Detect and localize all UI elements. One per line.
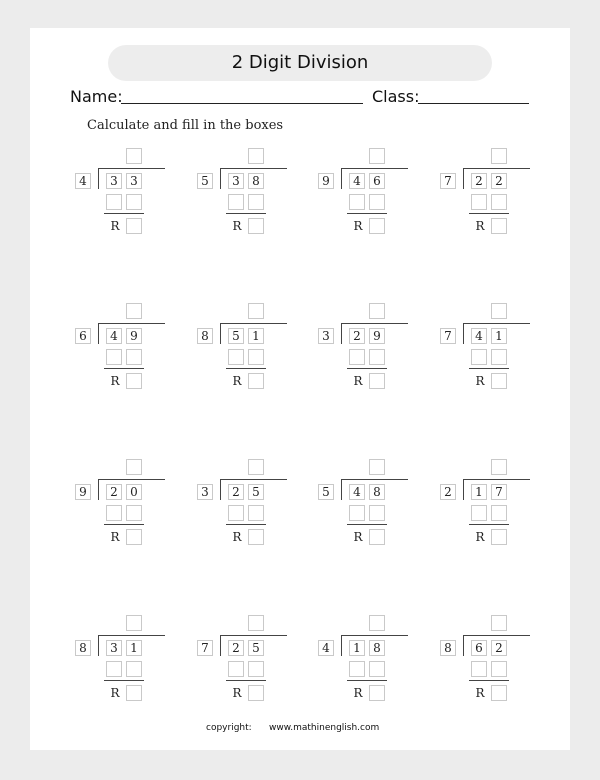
divisor: 2 [440, 484, 456, 500]
subtraction-line [226, 368, 266, 369]
dividend-digit: 3 [106, 640, 122, 656]
working-box[interactable] [491, 194, 507, 210]
dividend-digit: 2 [228, 640, 244, 656]
division-bracket-top [463, 635, 530, 636]
remainder-box[interactable] [126, 529, 142, 545]
division-bracket-side [463, 635, 464, 656]
subtraction-line [469, 524, 509, 525]
working-box[interactable] [248, 349, 264, 365]
division-bracket-top [463, 168, 530, 169]
division-bracket-side [220, 479, 221, 500]
dividend-digit: 5 [248, 484, 264, 500]
working-box[interactable] [471, 349, 487, 365]
subtraction-line [347, 213, 387, 214]
dividend-digit: 9 [369, 328, 385, 344]
class-label: Class: [372, 87, 420, 106]
dividend-digit: 4 [349, 173, 365, 189]
remainder-label: R [475, 530, 485, 544]
remainder-label: R [110, 219, 120, 233]
quotient-box[interactable] [126, 615, 142, 631]
subtraction-line [469, 213, 509, 214]
remainder-box[interactable] [491, 529, 507, 545]
working-box[interactable] [471, 194, 487, 210]
remainder-box[interactable] [369, 218, 385, 234]
division-bracket-side [463, 168, 464, 189]
working-box[interactable] [126, 349, 142, 365]
remainder-box[interactable] [491, 218, 507, 234]
dividend-digit: 1 [349, 640, 365, 656]
dividend-digit: 4 [349, 484, 365, 500]
remainder-label: R [475, 219, 485, 233]
subtraction-line [347, 524, 387, 525]
worksheet-page [30, 28, 570, 750]
division-bracket-top [98, 323, 165, 324]
dividend-digit: 6 [369, 173, 385, 189]
division-bracket-top [98, 635, 165, 636]
quotient-box[interactable] [248, 148, 264, 164]
dividend-digit: 2 [349, 328, 365, 344]
class-line [418, 103, 529, 104]
division-bracket-side [98, 635, 99, 656]
division-bracket-top [341, 168, 408, 169]
remainder-box[interactable] [126, 373, 142, 389]
working-box[interactable] [106, 661, 122, 677]
quotient-box[interactable] [248, 459, 264, 475]
working-box[interactable] [248, 505, 264, 521]
dividend-digit: 2 [491, 640, 507, 656]
divisor: 8 [440, 640, 456, 656]
remainder-label: R [232, 530, 242, 544]
subtraction-line [469, 368, 509, 369]
remainder-label: R [353, 686, 363, 700]
divisor: 7 [440, 328, 456, 344]
division-bracket-top [463, 479, 530, 480]
remainder-label: R [475, 686, 485, 700]
divisor: 8 [75, 640, 91, 656]
quotient-box[interactable] [369, 615, 385, 631]
working-box[interactable] [491, 505, 507, 521]
worksheet-title: 2 Digit Division [108, 45, 492, 81]
dividend-digit: 1 [126, 640, 142, 656]
division-bracket-top [463, 323, 530, 324]
working-box[interactable] [228, 349, 244, 365]
divisor: 7 [197, 640, 213, 656]
working-box[interactable] [228, 505, 244, 521]
division-bracket-top [341, 635, 408, 636]
remainder-box[interactable] [369, 685, 385, 701]
dividend-digit: 3 [106, 173, 122, 189]
dividend-digit: 5 [228, 328, 244, 344]
divisor: 7 [440, 173, 456, 189]
remainder-box[interactable] [369, 373, 385, 389]
division-bracket-side [98, 479, 99, 500]
working-box[interactable] [471, 505, 487, 521]
working-box[interactable] [349, 661, 365, 677]
dividend-digit: 2 [106, 484, 122, 500]
subtraction-line [104, 213, 144, 214]
division-bracket-top [220, 635, 287, 636]
subtraction-line [104, 368, 144, 369]
quotient-box[interactable] [248, 615, 264, 631]
remainder-label: R [232, 686, 242, 700]
remainder-label: R [353, 219, 363, 233]
dividend-digit: 8 [369, 484, 385, 500]
subtraction-line [226, 524, 266, 525]
remainder-box[interactable] [126, 218, 142, 234]
dividend-digit: 0 [126, 484, 142, 500]
division-bracket-side [220, 635, 221, 656]
working-box[interactable] [106, 194, 122, 210]
division-bracket-top [220, 323, 287, 324]
remainder-box[interactable] [126, 685, 142, 701]
dividend-digit: 3 [228, 173, 244, 189]
dividend-digit: 8 [369, 640, 385, 656]
remainder-label: R [353, 530, 363, 544]
copyright-website: www.mathinenglish.com [269, 723, 380, 733]
quotient-box[interactable] [491, 459, 507, 475]
quotient-box[interactable] [491, 615, 507, 631]
quotient-box[interactable] [126, 459, 142, 475]
divisor: 8 [197, 328, 213, 344]
working-box[interactable] [248, 661, 264, 677]
division-bracket-side [98, 168, 99, 189]
dividend-digit: 5 [248, 640, 264, 656]
remainder-box[interactable] [248, 529, 264, 545]
working-box[interactable] [106, 505, 122, 521]
remainder-box[interactable] [491, 373, 507, 389]
dividend-digit: 4 [471, 328, 487, 344]
working-box[interactable] [369, 661, 385, 677]
division-bracket-side [463, 479, 464, 500]
working-box[interactable] [228, 194, 244, 210]
remainder-box[interactable] [248, 373, 264, 389]
divisor: 6 [75, 328, 91, 344]
working-box[interactable] [369, 194, 385, 210]
working-box[interactable] [349, 505, 365, 521]
working-box[interactable] [106, 349, 122, 365]
subtraction-line [469, 680, 509, 681]
divisor: 4 [75, 173, 91, 189]
division-bracket-side [341, 168, 342, 189]
working-box[interactable] [126, 661, 142, 677]
quotient-box[interactable] [369, 303, 385, 319]
division-bracket-side [220, 168, 221, 189]
division-bracket-top [341, 323, 408, 324]
working-box[interactable] [491, 661, 507, 677]
remainder-box[interactable] [369, 529, 385, 545]
copyright-label: copyright: [206, 723, 252, 733]
quotient-box[interactable] [369, 459, 385, 475]
working-box[interactable] [369, 505, 385, 521]
dividend-digit: 1 [471, 484, 487, 500]
division-bracket-side [220, 323, 221, 344]
remainder-label: R [110, 530, 120, 544]
dividend-digit: 2 [491, 173, 507, 189]
divisor: 3 [197, 484, 213, 500]
divisor: 4 [318, 640, 334, 656]
division-bracket-top [98, 168, 165, 169]
working-box[interactable] [126, 194, 142, 210]
name-label: Name: [70, 87, 123, 106]
working-box[interactable] [369, 349, 385, 365]
dividend-digit: 1 [491, 328, 507, 344]
division-bracket-side [341, 323, 342, 344]
remainder-label: R [232, 374, 242, 388]
remainder-label: R [232, 219, 242, 233]
quotient-box[interactable] [369, 148, 385, 164]
divisor: 5 [197, 173, 213, 189]
remainder-box[interactable] [248, 685, 264, 701]
division-bracket-side [98, 323, 99, 344]
division-bracket-top [341, 479, 408, 480]
remainder-label: R [475, 374, 485, 388]
division-bracket-side [341, 479, 342, 500]
subtraction-line [104, 680, 144, 681]
quotient-box[interactable] [126, 148, 142, 164]
dividend-digit: 7 [491, 484, 507, 500]
quotient-box[interactable] [491, 303, 507, 319]
working-box[interactable] [228, 661, 244, 677]
working-box[interactable] [491, 349, 507, 365]
instructions: Calculate and fill in the boxes [87, 118, 284, 133]
dividend-digit: 4 [106, 328, 122, 344]
working-box[interactable] [349, 349, 365, 365]
remainder-label: R [110, 374, 120, 388]
dividend-digit: 1 [248, 328, 264, 344]
dividend-digit: 8 [248, 173, 264, 189]
subtraction-line [347, 368, 387, 369]
divisor: 9 [75, 484, 91, 500]
division-bracket-top [98, 479, 165, 480]
divisor: 5 [318, 484, 334, 500]
name-line [121, 103, 363, 104]
working-box[interactable] [349, 194, 365, 210]
subtraction-line [226, 213, 266, 214]
divisor: 3 [318, 328, 334, 344]
subtraction-line [347, 680, 387, 681]
working-box[interactable] [471, 661, 487, 677]
dividend-digit: 2 [228, 484, 244, 500]
quotient-box[interactable] [491, 148, 507, 164]
dividend-digit: 9 [126, 328, 142, 344]
dividend-digit: 2 [471, 173, 487, 189]
working-box[interactable] [248, 194, 264, 210]
remainder-box[interactable] [491, 685, 507, 701]
remainder-box[interactable] [248, 218, 264, 234]
remainder-label: R [353, 374, 363, 388]
remainder-label: R [110, 686, 120, 700]
division-bracket-side [463, 323, 464, 344]
subtraction-line [104, 524, 144, 525]
division-bracket-top [220, 479, 287, 480]
working-box[interactable] [126, 505, 142, 521]
quotient-box[interactable] [248, 303, 264, 319]
divisor: 9 [318, 173, 334, 189]
dividend-digit: 6 [471, 640, 487, 656]
dividend-digit: 3 [126, 173, 142, 189]
division-bracket-side [341, 635, 342, 656]
quotient-box[interactable] [126, 303, 142, 319]
division-bracket-top [220, 168, 287, 169]
subtraction-line [226, 680, 266, 681]
